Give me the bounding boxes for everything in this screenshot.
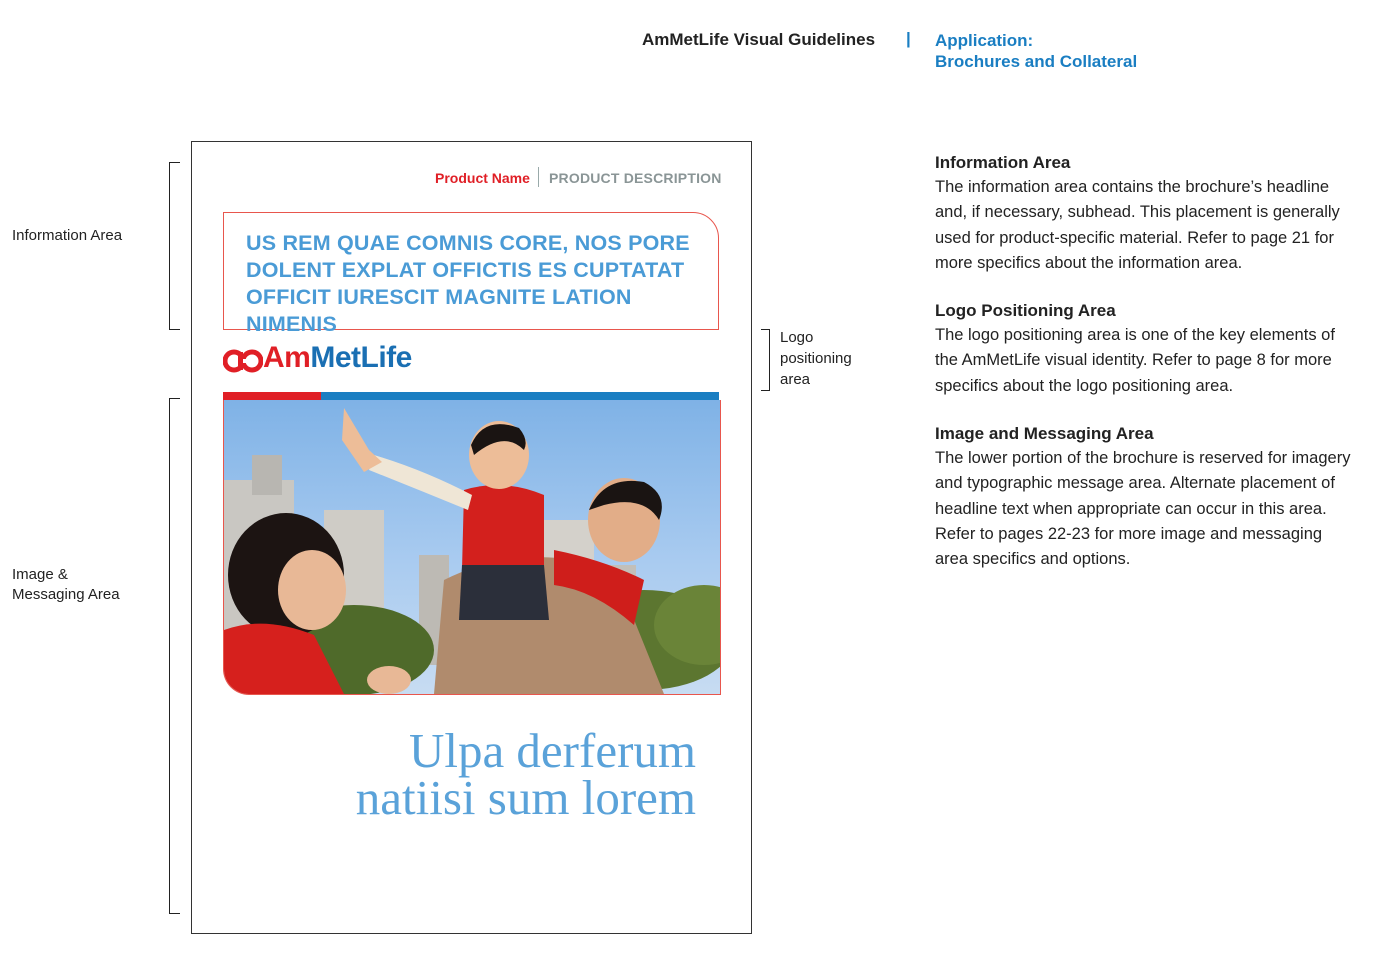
image-messaging-annotation	[12, 565, 120, 605]
product-separator	[538, 167, 539, 187]
logo-annotation-line1: Logo	[780, 329, 814, 346]
logo-symbol-icon	[223, 349, 263, 373]
application-label	[935, 30, 1137, 72]
information-area-bracket	[169, 162, 180, 330]
mother-face	[278, 550, 346, 630]
ammetlife-logo	[223, 343, 463, 377]
section-heading: Information Area	[935, 153, 1071, 172]
product-description: PRODUCT DESCRIPTION	[549, 170, 722, 186]
guideline-title: AmMetLife Visual Guidelines	[642, 30, 876, 49]
application-line1: Application:	[935, 31, 1034, 50]
brochure-mockup	[191, 141, 752, 934]
child-jacket	[462, 485, 544, 570]
section-information-area	[935, 151, 1355, 276]
logo-area-annotation	[780, 327, 852, 390]
tagline-line2: natiisi sum lorem	[355, 770, 696, 825]
logo-annotation-line2: positioning	[780, 350, 852, 367]
image-messaging-bracket	[169, 398, 180, 914]
section-logo-positioning	[935, 299, 1355, 399]
information-area-annotation: Information Area	[12, 227, 123, 244]
header-separator: |	[906, 29, 911, 48]
section-heading: Logo Positioning Area	[935, 301, 1116, 320]
image-messaging-line2: Messaging Area	[12, 586, 120, 603]
brand-bar-blue	[321, 392, 719, 400]
tagline-line1: Ulpa derferum	[408, 723, 696, 778]
application-line2: Brochures and Collateral	[935, 52, 1138, 71]
family-photo	[223, 400, 721, 695]
logo-metlife-text: MetLife	[310, 341, 412, 374]
child-arm	[369, 455, 472, 510]
product-name: Product Name	[435, 170, 530, 186]
logo-annotation-line3: area	[780, 371, 811, 388]
section-body: The information area contains the brochure’s headline and, if necessary, subhead. This placement is generally used for product-specific material. Refer to page 21 for more specifics about the information area.	[935, 178, 1340, 272]
family-illustration	[224, 400, 720, 694]
logo-wordmark	[263, 341, 412, 375]
section-image-messaging	[935, 422, 1355, 572]
section-body: The logo positioning area is one of the key elements of the AmMetLife visual identity. Refer to page 8 for more specifics about the logo positioning area.	[935, 326, 1335, 395]
image-messaging-line1: Image &	[12, 566, 68, 583]
brochure-headline: US REM QUAE COMNIS CORE, NOS PORE DOLENT EXPLAT OFFICTIS ES CUPTATAT OFFICIT IURESCIT MAGNITE LATION NIMENIS	[246, 231, 690, 336]
section-heading: Image and Messaging Area	[935, 424, 1154, 443]
tagline	[292, 723, 696, 825]
section-body: The lower portion of the brochure is reserved for imagery and typographic message area. Alternate placement of headline text when appropriate can occur in this area. Refer to pages 22-23 for more image and messaging area specifics and options.	[935, 449, 1351, 569]
logo-am-text: Am	[263, 341, 311, 374]
logo-area-bracket	[761, 329, 770, 391]
brand-bar-red	[223, 392, 321, 400]
headline-box	[223, 212, 719, 336]
